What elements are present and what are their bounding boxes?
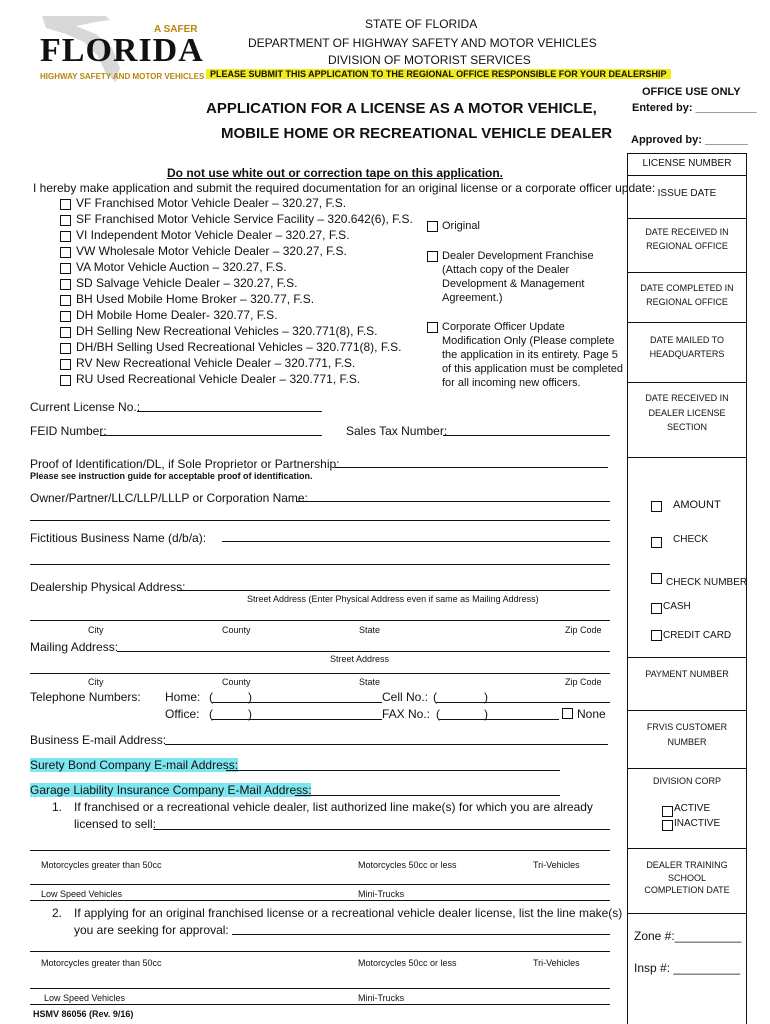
- mailing-address-input[interactable]: [117, 651, 610, 652]
- cou-line2: Modification Only (Please complete: [442, 335, 615, 347]
- garage-email-input[interactable]: [295, 795, 560, 796]
- cell-phone-label: Cell No.:: [382, 690, 429, 704]
- fax-input[interactable]: [439, 719, 559, 720]
- amount-label: AMOUNT: [673, 499, 721, 511]
- q2-number: 2.: [52, 906, 63, 920]
- q1-bottom-line: [30, 900, 610, 901]
- credit-card-label: CREDIT CARD: [663, 630, 732, 641]
- inactive-label: INACTIVE: [674, 818, 721, 829]
- license-type-label: DH Mobile Home Dealer- 320.77, F.S.: [76, 308, 278, 322]
- q1-moto-small-label: Motorcycles 50cc or less: [358, 860, 457, 870]
- home-phone-input[interactable]: [212, 702, 382, 703]
- license-type-checkbox[interactable]: [60, 263, 71, 274]
- approved-by: Approved by: _______: [631, 134, 748, 146]
- license-type-label: SF Franchised Motor Vehicle Service Facility – 320.642(6), F.S.: [76, 212, 413, 226]
- license-type-checkbox[interactable]: [60, 343, 71, 354]
- license-type-label: VA Motor Vehicle Auction – 320.27, F.S.: [76, 260, 287, 274]
- fictitious-name-label: Fictitious Business Name (d/b/a):: [30, 531, 207, 545]
- fax-none-label: None: [577, 707, 606, 721]
- mailing-city-caption: City: [88, 677, 104, 687]
- cash-label: CASH: [663, 601, 691, 612]
- license-number-label: LICENSE NUMBER: [642, 158, 732, 169]
- fictitious-name-input[interactable]: [222, 541, 610, 542]
- license-type-label: DH Selling New Recreational Vehicles – 320.771(8), F.S.: [76, 324, 378, 338]
- physical-county-caption: County: [222, 625, 251, 635]
- feid-input[interactable]: [100, 435, 322, 436]
- entered-by: Entered by: __________: [632, 102, 757, 114]
- application-intro: I hereby make application and submit the required documentation for an original license or a corporate officer update:: [33, 181, 656, 195]
- fax-label: FAX No.:: [382, 707, 431, 721]
- header-line1: STATE OF FLORIDA: [365, 17, 478, 31]
- zone-field[interactable]: Zone #:__________: [634, 929, 742, 943]
- header-notice: PLEASE SUBMIT THIS APPLICATION TO THE REGIONAL OFFICE RESPONSIBLE FOR YOUR DEALERSHIP: [206, 69, 671, 79]
- cou-line5: for all incoming new officers.: [442, 377, 581, 389]
- active-label: ACTIVE: [674, 803, 711, 814]
- date-received-regional-1: DATE RECEIVED IN: [645, 227, 729, 237]
- surety-email-label: Surety Bond Company E-mail Address:: [30, 758, 239, 772]
- title-line1: APPLICATION FOR A LICENSE AS A MOTOR VEHICLE,: [206, 100, 597, 117]
- q1-moto-big-checkbox[interactable]: [30, 862, 39, 871]
- home-paren-open: (: [209, 690, 213, 704]
- owner-name-label: Owner/Partner/LLC/LLP/LLLP or Corporation Name:: [30, 491, 308, 505]
- form-number: HSMV 86056 (Rev. 9/16): [33, 1009, 134, 1019]
- original-checkbox[interactable]: [427, 221, 438, 232]
- logo-tagline-bottom: HIGHWAY SAFETY AND MOTOR VEHICLES: [40, 72, 205, 81]
- q1-number: 1.: [52, 800, 63, 814]
- q2-moto-small-label: Motorcycles 50cc or less: [358, 958, 457, 968]
- q2-low-speed-label: Low Speed Vehicles: [44, 993, 126, 1003]
- date-completed-regional-1: DATE COMPLETED IN: [640, 283, 734, 293]
- payment-number-label: PAYMENT NUMBER: [645, 669, 729, 679]
- check-number-checkbox[interactable]: [651, 573, 662, 584]
- q2-input[interactable]: [232, 934, 610, 935]
- frvis-label-1: FRVIS CUSTOMER: [646, 722, 728, 732]
- check-label: CHECK: [673, 534, 709, 545]
- q1-input-line2[interactable]: [30, 850, 610, 851]
- insp-field[interactable]: Insp #: __________: [634, 961, 741, 975]
- physical-city-caption: City: [88, 625, 104, 635]
- license-type-checkbox[interactable]: [60, 279, 71, 290]
- owner-name-input-line2[interactable]: [30, 520, 610, 521]
- license-type-label: VW Wholesale Motor Vehicle Dealer – 320.27, F.S.: [76, 244, 347, 258]
- license-type-label: BH Used Mobile Home Broker – 320.77, F.S.: [76, 292, 315, 306]
- ddf-line2: (Attach copy of the Dealer: [442, 264, 570, 276]
- license-type-checkbox[interactable]: [60, 327, 71, 338]
- office-use-title: OFFICE USE ONLY: [642, 86, 741, 98]
- license-type-label: VI Independent Motor Vehicle Dealer – 320.27, F.S.: [76, 228, 350, 242]
- license-type-checkbox[interactable]: [60, 311, 71, 322]
- license-type-label: RV New Recreational Vehicle Dealer – 320.771, F.S.: [76, 356, 356, 370]
- white-out-warning: Do not use white out or correction tape on this application.: [167, 166, 504, 180]
- fax-paren-close: ): [484, 707, 488, 721]
- q2-input-line2[interactable]: [30, 951, 610, 952]
- date-mailed-1: DATE MAILED TO: [649, 335, 725, 345]
- q1-input[interactable]: [153, 829, 610, 830]
- active-checkbox[interactable]: [662, 806, 673, 817]
- fax-none-checkbox[interactable]: [562, 708, 573, 719]
- physical-street-caption: Street Address (Enter Physical Address even if same as Mailing Address): [247, 594, 539, 604]
- email-label: Business E-mail Address:: [30, 733, 167, 747]
- office-phone-input[interactable]: [212, 719, 382, 720]
- cell-paren-close: ): [484, 690, 488, 704]
- title-line2: MOBILE HOME OR RECREATIONAL VEHICLE DEALER: [221, 125, 613, 142]
- home-phone-label: Home:: [165, 690, 201, 704]
- q1-low-speed-label: Low Speed Vehicles: [41, 889, 123, 899]
- dealer-received-3: SECTION: [666, 422, 707, 432]
- owner-name-input[interactable]: [297, 501, 610, 502]
- office-paren-close: ): [248, 707, 252, 721]
- sales-tax-label: Sales Tax Number:: [346, 424, 448, 438]
- q1-mini-trucks-label: Mini-Trucks: [358, 889, 405, 899]
- training-label-1: DEALER TRAINING: [646, 860, 728, 870]
- q2-moto-big-label: Motorcycles greater than 50cc: [41, 958, 162, 968]
- dealer-development-checkbox[interactable]: [427, 251, 438, 262]
- ddf-line3: Development & Management: [442, 278, 585, 290]
- proof-id-input[interactable]: [335, 467, 608, 468]
- license-type-label: DH/BH Selling Used Recreational Vehicles – 320.771(8), F.S.: [76, 340, 402, 354]
- check-checkbox[interactable]: [651, 537, 662, 548]
- q1-moto-big-label: Motorcycles greater than 50cc: [41, 860, 162, 870]
- telephone-label: Telephone Numbers:: [30, 690, 141, 704]
- q1-separator: [30, 884, 610, 885]
- physical-zip-caption: Zip Code: [565, 625, 602, 635]
- fictitious-name-input-line2[interactable]: [30, 564, 610, 565]
- q2-bottom-line: [30, 1004, 610, 1005]
- header-line3: DIVISION OF MOTORIST SERVICES: [328, 53, 531, 67]
- license-type-checkbox[interactable]: [60, 295, 71, 306]
- license-type-checkbox[interactable]: [60, 199, 71, 210]
- amount-checkbox[interactable]: [651, 501, 662, 512]
- training-label-2: SCHOOL: [667, 873, 706, 883]
- physical-address-input[interactable]: [177, 590, 610, 591]
- garage-email-label: Garage Liability Insurance Company E-Mail Address:: [30, 783, 312, 797]
- q2-text-line2: you are seeking for approval:: [74, 923, 229, 937]
- cell-phone-input[interactable]: [436, 702, 610, 703]
- q2-text-line1: If applying for an original franchised license or a recreational vehicle dealer license, list the line make(s): [74, 906, 623, 920]
- ddf-line4: Agreement.): [442, 292, 503, 304]
- license-type-checkbox[interactable]: [60, 231, 71, 242]
- license-type-label: VF Franchised Motor Vehicle Dealer – 320.27, F.S.: [76, 196, 347, 210]
- header-line2: DEPARTMENT OF HIGHWAY SAFETY AND MOTOR VEHICLES: [248, 36, 597, 50]
- inactive-checkbox[interactable]: [662, 820, 673, 831]
- training-label-3: COMPLETION DATE: [644, 885, 730, 895]
- mailing-city-input[interactable]: [30, 673, 610, 674]
- physical-state-caption: State: [359, 625, 381, 635]
- cou-line1: Corporate Officer Update: [442, 321, 565, 333]
- license-type-checkbox[interactable]: [60, 215, 71, 226]
- mailing-street-caption: Street Address: [330, 654, 390, 664]
- q1-text-line1: If franchised or a recreational vehicle dealer, list authorized line make(s) for which you are already: [74, 800, 593, 814]
- feid-label: FEID Number:: [30, 424, 107, 438]
- q1-tri-label: Tri-Vehicles: [533, 860, 580, 870]
- fax-paren-open: (: [436, 707, 440, 721]
- sales-tax-input[interactable]: [443, 435, 610, 436]
- ddf-line1: Dealer Development Franchise: [442, 250, 594, 262]
- dealer-received-2: DEALER LICENSE: [648, 408, 726, 418]
- credit-card-checkbox[interactable]: [651, 630, 662, 641]
- license-type-checkbox[interactable]: [60, 247, 71, 258]
- date-mailed-2: HEADQUARTERS: [649, 349, 725, 359]
- frvis-label-2: NUMBER: [667, 737, 707, 747]
- division-corp-label: DIVISION CORP: [652, 776, 721, 786]
- date-completed-regional-2: REGIONAL OFFICE: [646, 297, 728, 307]
- corporate-officer-checkbox[interactable]: [427, 322, 438, 333]
- dealer-received-1: DATE RECEIVED IN: [645, 393, 729, 403]
- issue-date-label: ISSUE DATE: [657, 188, 717, 199]
- original-label: Original: [442, 220, 480, 232]
- check-number-label: CHECK NUMBER: [666, 577, 748, 588]
- office-paren-open: (: [209, 707, 213, 721]
- date-received-regional-2: REGIONAL OFFICE: [646, 241, 728, 251]
- florida-logo: [36, 12, 206, 84]
- email-input[interactable]: [165, 744, 608, 745]
- cash-checkbox[interactable]: [651, 603, 662, 614]
- license-type-checkbox[interactable]: [60, 359, 71, 370]
- logo-tagline-top: A SAFER: [154, 24, 198, 35]
- cell-paren-open: (: [433, 690, 437, 704]
- license-type-label: SD Salvage Vehicle Dealer – 320.27, F.S.: [76, 276, 298, 290]
- cou-line4: of this application must be completed: [442, 363, 623, 375]
- q2-tri-label: Tri-Vehicles: [533, 958, 580, 968]
- physical-address-label: Dealership Physical Address:: [30, 580, 186, 594]
- license-type-label: RU Used Recreational Vehicle Dealer – 320.771, F.S.: [76, 372, 361, 386]
- current-license-label: Current License No.:: [30, 400, 141, 414]
- proof-id-note: Please see instruction guide for acceptable proof of identification.: [30, 471, 313, 481]
- home-paren-close: ): [248, 690, 252, 704]
- mailing-zip-caption: Zip Code: [565, 677, 602, 687]
- surety-email-input[interactable]: [226, 770, 560, 771]
- q2-separator: [30, 988, 610, 989]
- q1-text-line2: licensed to sell:: [74, 817, 157, 831]
- mailing-address-label: Mailing Address:: [30, 640, 119, 654]
- office-phone-label: Office:: [165, 707, 200, 721]
- q2-mini-trucks-label: Mini-Trucks: [358, 993, 405, 1003]
- logo-wordmark: FLORIDA: [40, 32, 204, 69]
- cou-line3: the application in its entirety. Page 5: [442, 349, 618, 361]
- mailing-state-caption: State: [359, 677, 381, 687]
- current-license-input[interactable]: [137, 411, 322, 412]
- proof-id-label: Proof of Identification/DL, if Sole Proprietor or Partnership:: [30, 457, 340, 471]
- license-type-checkbox[interactable]: [60, 375, 71, 386]
- mailing-county-caption: County: [222, 677, 251, 687]
- physical-city-input[interactable]: [30, 620, 610, 621]
